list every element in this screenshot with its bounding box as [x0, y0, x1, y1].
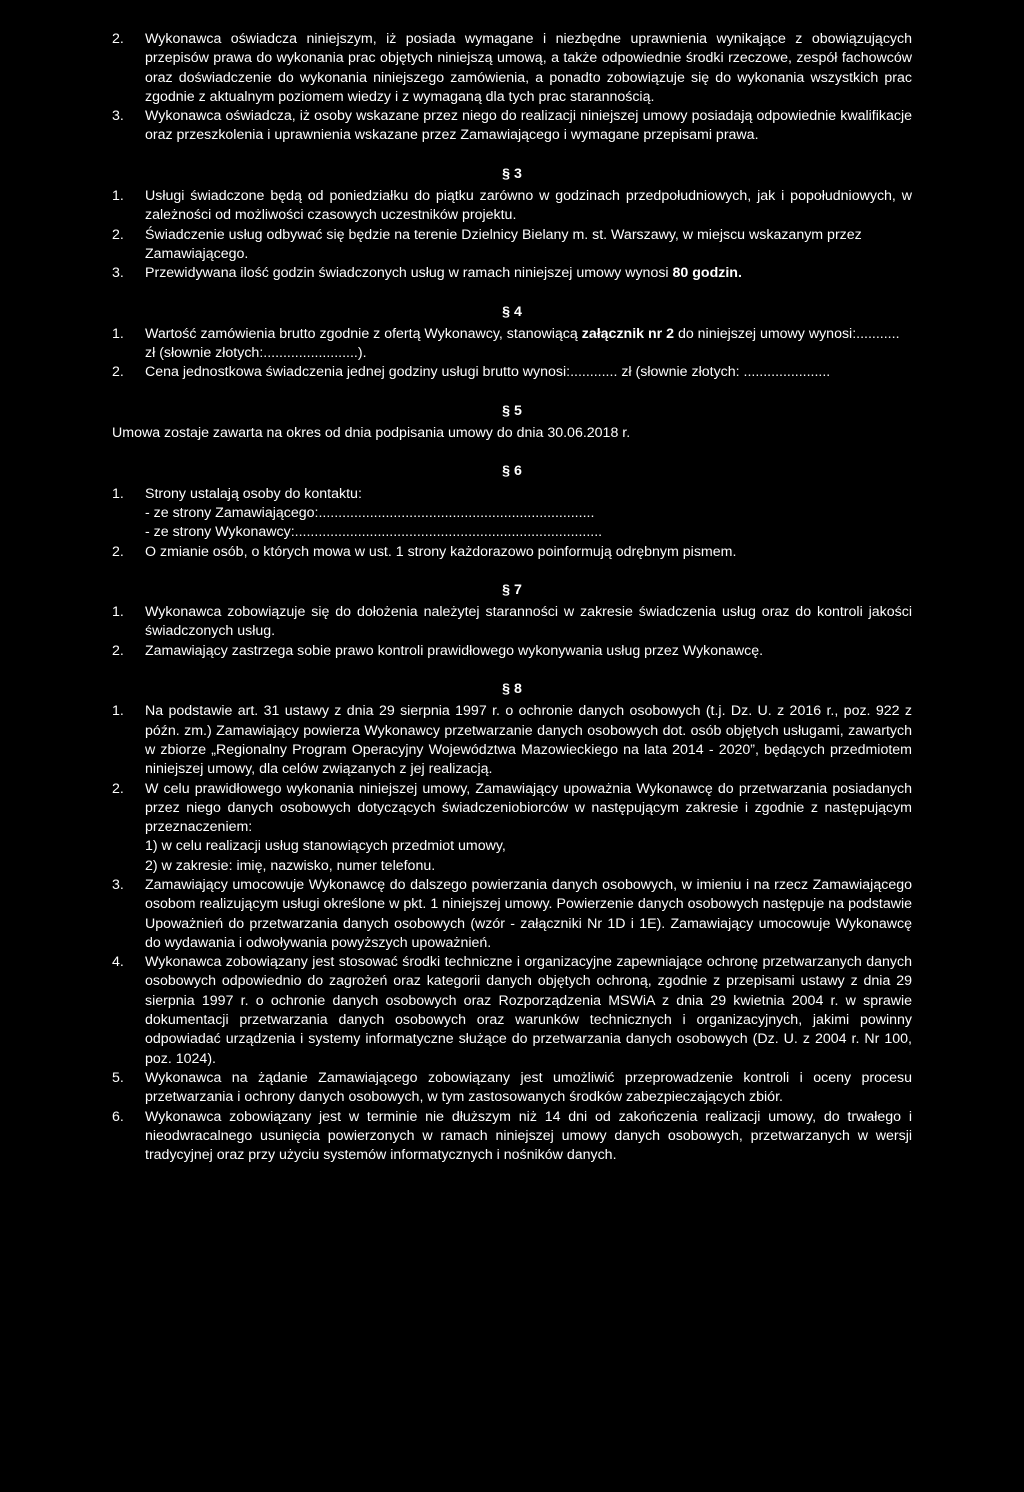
- clause-text: Wykonawca zobowiązuje się do dołożenia należytej staranności w zakresie świadczenia usług oraz do kontroli jakości świadczonych usług.: [145, 604, 912, 640]
- clause-2-2: [112, 30, 912, 107]
- clause-text: Wykonawca oświadcza, iż osoby wskazane przez niego do realizacji niniejszej umowy posiadają odpowiednie kwalifikacje oraz przeszkolenia i uprawnienia wskazane przez Zamawiającego i wymagane przepisami prawa.: [145, 108, 912, 144]
- clause-3-1: [112, 187, 912, 226]
- clause-number: 3.: [112, 265, 124, 282]
- clause-number: 2.: [112, 780, 124, 797]
- clause-text: Usługi świadczone będą od poniedziałku do piątku zarówno w godzinach przedpołudniowych, jak i popołudniowych, w zależności od możliwości czasowych uczestników projektu.: [145, 188, 912, 224]
- clause-8-4: [112, 953, 912, 1069]
- clause-8-6: [112, 1108, 912, 1166]
- clause-text: Wykonawca na żądanie Zamawiającego zobowiązany jest umożliwić przeprowadzenie kontroli i oceny procesu przetwarzania i ochrony danych osobowych, w tym zastosowanych środków zabezpieczających zbiór.: [145, 1069, 912, 1106]
- clause-text: Wykonawca zobowiązany jest w terminie nie dłuższym niż 14 dni od zakończenia realizacji umowy, do trwałego i nieodwracalnego usunięcia powierzonych w ramach niniejszej umowy danych osobowych, przetwarzanych w wersji tradycyjnej oraz przy użyciu systemów informatycznych i nośników danych.: [145, 1108, 912, 1164]
- clause-text-part: Przewidywana ilość godzin świadczonych usług w ramach niniejszej umowy wynosi: [145, 265, 673, 282]
- clause-8-5: [112, 1069, 912, 1108]
- clause-number: 3.: [112, 108, 124, 125]
- clause-text: [145, 325, 912, 364]
- clause-3-2: [112, 226, 912, 265]
- section-heading-6: § 6: [502, 463, 522, 480]
- clause-text: [145, 485, 912, 543]
- clause-text-part: Strony ustalają osoby do kontaktu:: [145, 485, 362, 502]
- clause-7-2: [112, 642, 912, 661]
- section-heading-5: § 5: [502, 402, 522, 419]
- clause-4-2: [112, 363, 912, 382]
- clause-number: 2.: [112, 543, 124, 560]
- scope-line-2: 2) w zakresie: imię, nazwisko, numer telefonu.: [145, 857, 436, 874]
- clause-5-text: Umowa zostaje zawarta na okres od dnia podpisania umowy do dnia 30.06.2018 r.: [112, 425, 631, 442]
- section-heading-3: § 3: [502, 165, 522, 182]
- clause-8-2: [112, 780, 912, 876]
- hours-value: 80 godzin.: [672, 265, 742, 282]
- clause-number: 2.: [112, 31, 124, 47]
- clause-8-1: [112, 702, 912, 779]
- clause-text: Zamawiający umocowuje Wykonawcę do dalszego powierzania danych osobowych, w imieniu i na rzecz Zamawiającego osobom realizującym usługi określone w pkt. 1 niniejszej umowy. Powierzenie danych osobowych następuje na podstawie Upoważnień do przetwarzania danych osobowych (wzór - załączniki Nr 1D i 1E). Zamawiający umocowuje Wykonawcę do wydawania i odwoływania powyższych upoważnień.: [145, 876, 912, 951]
- clause-text-part: Wartość zamówienia brutto zgodnie z ofertą Wykonawcy, stanowiącą: [145, 325, 582, 342]
- clause-7-1: [112, 603, 912, 642]
- clause-number: 1.: [112, 325, 124, 342]
- clause-text-part: W celu prawidłowego wykonania niniejszej umowy, Zamawiający upoważnia Wykonawcę do przetwarzania posiadanych przez niego danych osobowych dotyczących świadczeniobiorców w następującym zakresie i zgodnie z następującym przeznaczeniem:: [145, 780, 912, 836]
- clause-8-3: [112, 876, 912, 953]
- clause-number: 2.: [112, 642, 124, 659]
- clause-3-3: [112, 264, 912, 283]
- clause-4-1: [112, 325, 912, 364]
- clause-text: O zmianie osób, o których mowa w ust. 1 strony każdorazowo poinformują odrębnym pismem.: [145, 543, 737, 560]
- clause-2-3: [112, 107, 912, 146]
- clause-number: 1.: [112, 485, 124, 502]
- clause-text-part: do niniejszej umowy wynosi:........... zł (słownie złotych:........................).: [145, 325, 900, 362]
- clause-text: Na podstawie art. 31 ustawy z dnia 29 sierpnia 1997 r. o ochronie danych osobowych (t.j. Dz. U. z 2016 r., poz. 922 z późn. zm.) Zamawiający powierza Wykonawcy przetwarzanie danych osobowych dot. osób objętych usługami, zawartych w zbiorze „Regionalny Program Operacyjny Województwa Mazowieckiego na lata 2014 - 2020”, będących przedmiotem niniejszej umowy, dla celów związanych z jej realizacją.: [145, 703, 912, 778]
- clause-text: Zamawiający zastrzega sobie prawo kontroli prawidłowego wykonywania usług przez Wykonawcę.: [145, 642, 764, 659]
- clause-text: Cena jednostkowa świadczenia jednej godziny usługi brutto wynosi:............ zł (słownie złotych: ......................: [145, 364, 831, 381]
- section-heading-8: § 8: [502, 681, 522, 698]
- clause-number: 1.: [112, 188, 124, 205]
- clause-number: 2.: [112, 364, 124, 381]
- clause-number: 4.: [112, 954, 124, 971]
- clause-number: 5.: [112, 1069, 124, 1086]
- scope-line-1: 1) w celu realizacji usług stanowiących przedmiot umowy,: [145, 838, 506, 855]
- clause-text: [145, 780, 912, 876]
- contact-orderer-line: - ze strony Zamawiającego:......................................................................: [145, 504, 595, 521]
- section-heading-7: § 7: [502, 581, 522, 598]
- clause-number: 3.: [112, 876, 124, 893]
- clause-6-1: [112, 485, 912, 543]
- attachment-reference: załącznik nr 2: [581, 325, 674, 342]
- clause-text: Wykonawca zobowiązany jest stosować środki techniczne i organizacyjne zapewniające ochronę przetwarzanych danych osobowych odpowiednio do zagrożeń oraz kategorii danych objętych ochroną, zgodnie z przepisami ustawy z dnia 29 sierpnia 1997 r. o ochronie danych osobowych oraz Rozporządzenia MSWiA z dnia 29 kwietnia 2004 r. w sprawie dokumentacji przetwarzania danych osobowych oraz warunków technicznych i organizacyjnych, jakimi powinny odpowiadać urządzenia i systemy informatyczne służące do przetwarzania danych osobowych (Dz. U. z 2004 r. Nr 100, poz. 1024).: [145, 954, 912, 1067]
- clause-number: 6.: [112, 1108, 124, 1125]
- clause-number: 2.: [112, 226, 124, 243]
- clause-text: [145, 264, 912, 283]
- contact-contractor-line: - ze strony Wykonawcy:..............................................................................: [145, 524, 603, 541]
- clause-number: 1.: [112, 703, 124, 720]
- clause-number: 1.: [112, 604, 124, 621]
- clause-6-2: [112, 543, 912, 562]
- section-heading-4: § 4: [502, 303, 522, 320]
- clause-text: Wykonawca oświadcza niniejszym, iż posiada wymagane i niezbędne uprawnienia wynikające z obowiązujących przepisów prawa do wykonania prac objętych niniejszą umową, a także odpowiednie środki rzeczowe, zespół fachowców oraz doświadczenie do wykonania niniejszego zamówienia, a ponadto zobowiązuje się do wykonania wszystkich prac zgodnie z aktualnym poziomem wiedzy i z wymaganą dla tych prac starannością.: [145, 31, 912, 105]
- clause-text: Świadczenie usług odbywać się będzie na terenie Dzielnicy Bielany m. st. Warszawy, w miejscu wskazanym przez Zamawiającego.: [145, 226, 862, 262]
